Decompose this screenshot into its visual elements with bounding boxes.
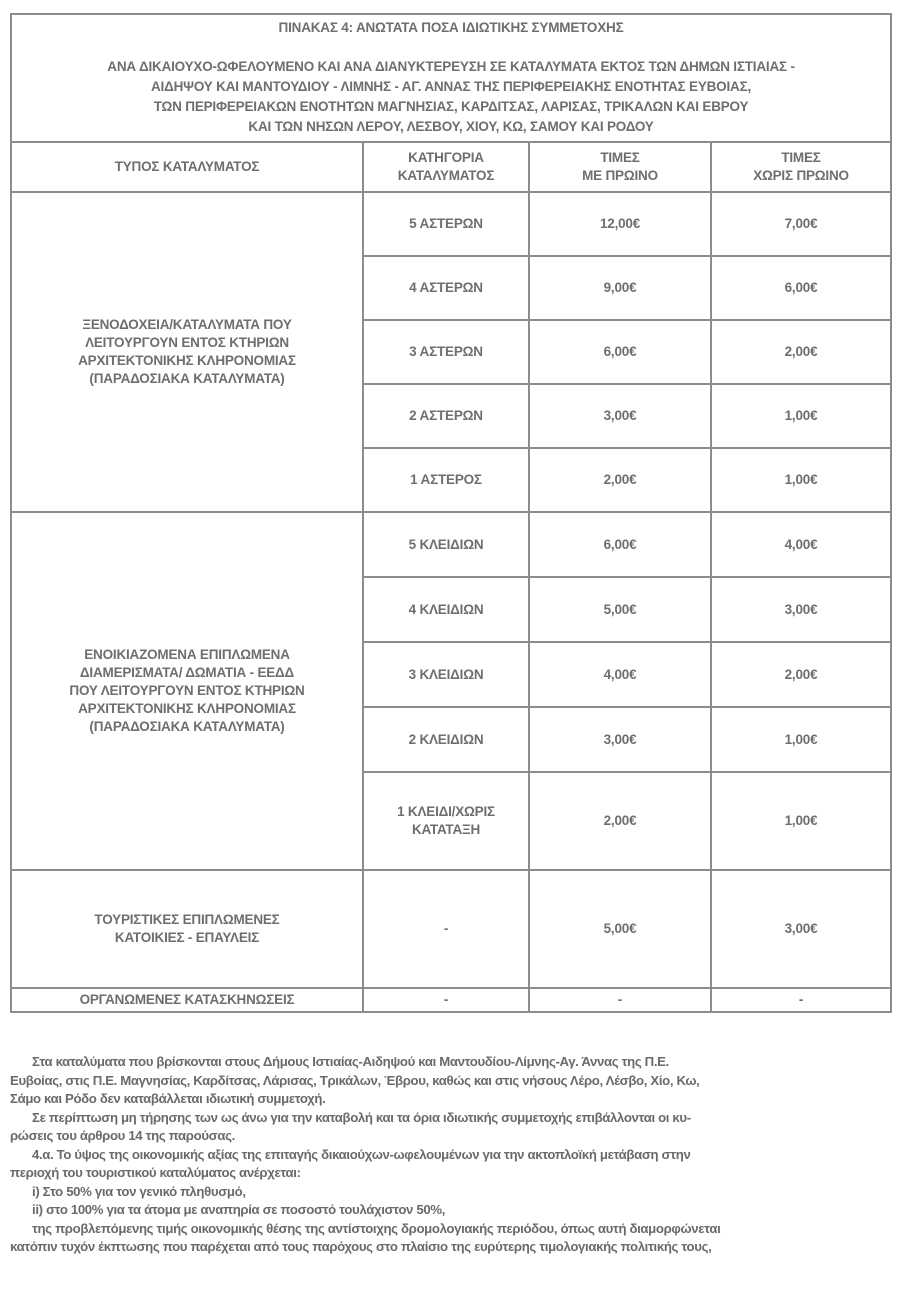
header-price-without-breakfast: ΤΙΜΕΣ ΧΩΡΙΣ ΠΡΩΙΝΟ xyxy=(711,142,891,192)
accommodation-type-tourist-homes: ΤΟΥΡΙΣΤΙΚΕΣ ΕΠΙΠΛΩΜΕΝΕΣ ΚΑΤΟΙΚΙΕΣ - ΕΠΑΥΛΕΙΣ xyxy=(11,870,363,988)
note-line: ii) στο 100% για τα άτομα με αναπηρία σε ποσοστό τουλάχιστον 50%, xyxy=(32,1202,446,1217)
price-without-breakfast: 1,00€ xyxy=(711,384,891,448)
price-with-breakfast: 2,00€ xyxy=(529,448,711,512)
table-title-cell xyxy=(11,14,891,142)
table-row xyxy=(11,512,891,577)
private-participation-table xyxy=(10,13,892,1013)
price-with-breakfast: - xyxy=(529,988,711,1012)
table-header-row xyxy=(11,142,891,192)
table-subtitle-line: ΚΑΙ ΤΩΝ ΝΗΣΩΝ ΛΕΡΟΥ, ΛΕΣΒΟΥ, ΧΙΟΥ, ΚΩ, ΣΑΜΟΥ ΚΑΙ ΡΟΔΟΥ xyxy=(248,119,654,134)
note-line: κατόπιν τυχόν έκπτωσης που παρέχεται από τους παρόχους στο πλαίσιο της ευρύτερης τιμολογιακής πολιτικής τους, xyxy=(10,1239,712,1254)
accommodation-type-campsites: ΟΡΓΑΝΩΜΕΝΕΣ ΚΑΤΑΣΚΗΝΩΣΕΙΣ xyxy=(11,988,363,1012)
price-without-breakfast: 3,00€ xyxy=(711,870,891,988)
price-with-breakfast: 3,00€ xyxy=(529,707,711,772)
header-accommodation-type: ΤΥΠΟΣ ΚΑΤΑΛΥΜΑΤΟΣ xyxy=(11,142,363,192)
table-row xyxy=(11,870,891,988)
category-cell: 3 ΚΛΕΙΔΙΩΝ xyxy=(363,642,529,707)
price-without-breakfast: 7,00€ xyxy=(711,192,891,256)
table-subtitle-line: ΑΙΔΗΨΟΥ ΚΑΙ ΜΑΝΤΟΥΔΙΟΥ - ΛΙΜΝΗΣ - ΑΓ. ΑΝΝΑΣ ΤΗΣ ΠΕΡΙΦΕΡΕΙΑΚΗΣ ΕΝΟΤΗΤΑΣ ΕΥΒΟΙΑΣ, xyxy=(151,79,752,94)
price-with-breakfast: 9,00€ xyxy=(529,256,711,320)
note-line: Σάμο και Ρόδο δεν καταβάλλεται ιδιωτική συμμετοχή. xyxy=(10,1091,326,1106)
category-cell: 4 ΑΣΤΕΡΩΝ xyxy=(363,256,529,320)
table-subtitle-line: ΤΩΝ ΠΕΡΙΦΕΡΕΙΑΚΩΝ ΕΝΟΤΗΤΩΝ ΜΑΓΝΗΣΙΑΣ, ΚΑΡΔΙΤΣΑΣ, ΛΑΡΙΣΑΣ, ΤΡΙΚΑΛΩΝ ΚΑΙ ΕΒΡΟΥ xyxy=(153,99,749,114)
price-with-breakfast: 4,00€ xyxy=(529,642,711,707)
note-line: της προβλεπόμενης τιμής οικονομικής θέσης της αντίστοιχης δρομολογιακής περιόδου, όπως αυτή διαμορφώνεται xyxy=(32,1220,721,1236)
note-line: i) Στο 50% για τον γενικό πληθυσμό, xyxy=(32,1183,246,1199)
category-cell: 2 ΑΣΤΕΡΩΝ xyxy=(363,384,529,448)
category-cell: 1 ΚΛΕΙΔΙ/ΧΩΡΙΣ ΚΑΤΑΤΑΞΗ xyxy=(363,772,529,870)
header-price-with-breakfast: ΤΙΜΕΣ ΜΕ ΠΡΩΙΝΟ xyxy=(529,142,711,192)
price-with-breakfast: 6,00€ xyxy=(529,320,711,384)
table-subtitle-line: ΑΝΑ ΔΙΚΑΙΟΥΧΟ-ΩΦΕΛΟΥΜΕΝΟ ΚΑΙ ΑΝΑ ΔΙΑΝΥΚΤΕΡΕΥΣΗ ΣΕ ΚΑΤΑΛΥΜΑΤΑ ΕΚΤΟΣ ΤΩΝ ΔΗΜΩΝ ΙΣΤΙΑΙΑΣ - xyxy=(107,59,795,74)
table-title: ΠΙΝΑΚΑΣ 4: ΑΝΩΤΑΤΑ ΠΟΣΑ ΙΔΙΩΤΙΚΗΣ ΣΥΜΜΕΤΟΧΗΣ xyxy=(278,20,624,35)
category-cell: 3 ΑΣΤΕΡΩΝ xyxy=(363,320,529,384)
note-line: Στα καταλύματα που βρίσκονται στους Δήμους Ιστιαίας-Αιδηψού και Μαντουδίου-Λίμνης-Αγ. Άννας της Π.Ε. xyxy=(32,1054,669,1069)
table-row xyxy=(11,988,891,1012)
price-without-breakfast: 3,00€ xyxy=(711,577,891,642)
accommodation-type-hotels: ΞΕΝΟΔΟΧΕΙΑ/ΚΑΤΑΛΥΜΑΤΑ ΠΟΥ ΛΕΙΤΟΥΡΓΟΥΝ ΕΝΤΟΣ ΚΤΗΡΙΩΝ ΑΡΧΙΤΕΚΤΟΝΙΚΗΣ ΚΛΗΡΟΝΟΜΙΑΣ (ΠΑΡΑΔΟΣΙΑΚΑ ΚΑΤΑΛΥΜΑΤΑ) xyxy=(11,192,363,512)
price-without-breakfast: 4,00€ xyxy=(711,512,891,577)
price-without-breakfast: 1,00€ xyxy=(711,772,891,870)
price-without-breakfast: 1,00€ xyxy=(711,448,891,512)
note-line: περιοχή του τουριστικού καταλύματος ανέρχεται: xyxy=(10,1165,301,1180)
header-accommodation-category: ΚΑΤΗΓΟΡΙΑ ΚΑΤΑΛΥΜΑΤΟΣ xyxy=(363,142,529,192)
category-cell: 4 ΚΛΕΙΔΙΩΝ xyxy=(363,577,529,642)
note-line: 4.α. Το ύψος της οικονομικής αξίας της επιταγής δικαιούχων-ωφελουμένων για την ακτοπλοϊκή μετάβαση στην xyxy=(32,1146,691,1162)
note-line: Ευβοίας, στις Π.Ε. Μαγνησίας, Καρδίτσας, Λάρισας, Τρικάλων, Έβρου, καθώς και στις νήσους Λέρο, Λέσβο, Χίο, Κω, xyxy=(10,1072,700,1088)
category-cell: 5 ΑΣΤΕΡΩΝ xyxy=(363,192,529,256)
category-cell: 5 ΚΛΕΙΔΙΩΝ xyxy=(363,512,529,577)
accommodation-type-rooms: ΕΝΟΙΚΙΑΖΟΜΕΝΑ ΕΠΙΠΛΩΜΕΝΑ ΔΙΑΜΕΡΙΣΜΑΤΑ/ ΔΩΜΑΤΙΑ - ΕΕΔΔ ΠΟΥ ΛΕΙΤΟΥΡΓΟΥΝ ΕΝΤΟΣ ΚΤΗΡΙΩΝ ΑΡΧΙΤΕΚΤΟΝΙΚΗΣ ΚΛΗΡΟΝΟΜΙΑΣ (ΠΑΡΑΔΟΣΙΑΚΑ ΚΑΤΑΛΥΜΑΤΑ) xyxy=(11,512,363,870)
category-cell: 2 ΚΛΕΙΔΙΩΝ xyxy=(363,707,529,772)
category-cell: - xyxy=(363,988,529,1012)
price-with-breakfast: 6,00€ xyxy=(529,512,711,577)
price-without-breakfast: 2,00€ xyxy=(711,642,891,707)
price-without-breakfast: 6,00€ xyxy=(711,256,891,320)
price-with-breakfast: 3,00€ xyxy=(529,384,711,448)
price-with-breakfast: 5,00€ xyxy=(529,577,711,642)
document-page xyxy=(10,13,890,1013)
price-with-breakfast: 5,00€ xyxy=(529,870,711,988)
note-line: Σε περίπτωση μη τήρησης των ως άνω για την καταβολή και τα όρια ιδιωτικής συμμετοχής επιβάλλονται οι κυ- xyxy=(32,1109,691,1125)
price-without-breakfast: 2,00€ xyxy=(711,320,891,384)
table-row xyxy=(11,192,891,256)
price-without-breakfast: - xyxy=(711,988,891,1012)
category-cell: 1 ΑΣΤΕΡΟΣ xyxy=(363,448,529,512)
category-cell: - xyxy=(363,870,529,988)
note-line: ρώσεις του άρθρου 14 της παρούσας. xyxy=(10,1128,235,1143)
price-with-breakfast: 12,00€ xyxy=(529,192,711,256)
price-with-breakfast: 2,00€ xyxy=(529,772,711,870)
price-without-breakfast: 1,00€ xyxy=(711,707,891,772)
notes-section xyxy=(10,1053,890,1257)
